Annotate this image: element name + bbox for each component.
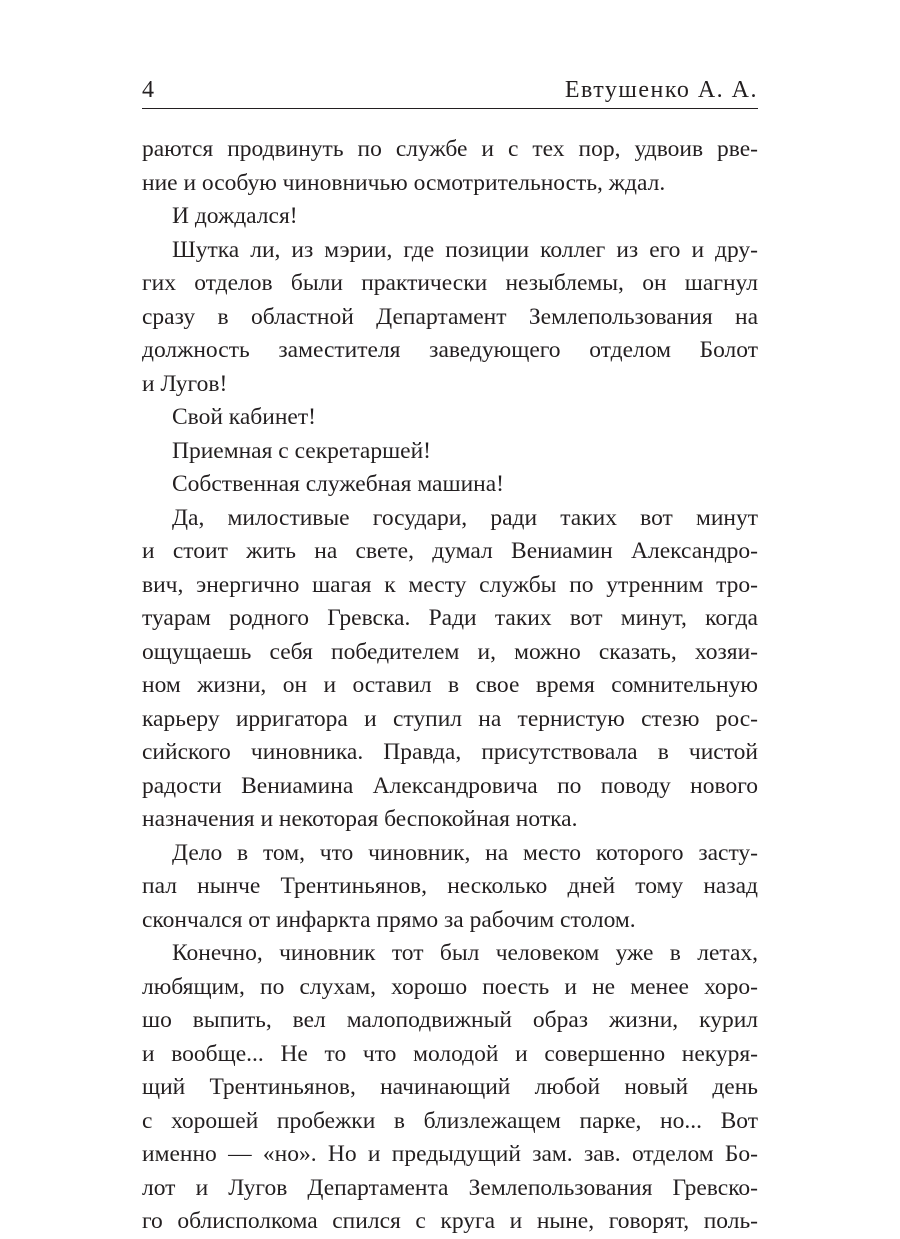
text-line: И дождался! [172, 203, 298, 229]
text-line: Свой кабинет! [172, 404, 316, 430]
text-line: и вообще... Не то что молодой и совершенно некуря- [142, 1040, 758, 1067]
text-line: и Лугов! [142, 370, 228, 397]
text-line: любящим, по слухам, хорошо поесть и не менее хоро- [142, 973, 758, 1000]
text-line: сразу в областной Департамент Землепользования на [142, 303, 758, 330]
text-line: Дело в том, что чиновник, на место которого засту- [172, 839, 758, 866]
text-line: скончался от инфаркта прямо за рабочим столом. [142, 906, 636, 933]
text-line: и стоит жить на свете, думал Вениамин Александро- [142, 538, 758, 564]
text-line: радости Вениамина Александровича по поводу нового [142, 772, 758, 799]
text-line: Конечно, чиновник тот был человеком уже в летах, [172, 940, 758, 966]
text-line: ном жизни, он и оставил в свое время сомнительную [142, 672, 758, 698]
text-line: Собственная служебная машина! [172, 471, 504, 497]
text-line: ние и особую чиновничью осмотрительность, ждал. [142, 169, 666, 196]
text-line: Приемная с секретаршей! [172, 437, 432, 464]
text-line: пал нынче Трентиньянов, несколько дней тому назад [142, 873, 758, 899]
text-line: именно — «но». Но и предыдущий зам. зав. отделом Бо- [142, 1141, 758, 1167]
page-number: 4 [142, 77, 155, 103]
running-head [142, 70, 758, 104]
text-line: щий Трентиньянов, начинающий любой новый день [142, 1074, 758, 1100]
text-line: го облисполкома спился с круга и ныне, говорят, поль- [142, 1208, 758, 1234]
text-line: ощущаешь себя победителем и, можно сказать, хозяи- [142, 638, 758, 665]
header-rule [142, 108, 758, 109]
text-line: лот и Лугов Департамента Землепользования Гревско- [142, 1174, 758, 1201]
text-line: Шутка ли, из мэрии, где позиции коллег из его и дру- [172, 236, 758, 263]
text-line: с хорошей пробежки в близлежащем парке, но... Вот [142, 1107, 758, 1134]
text-line: гих отделов были практически незыблемы, он шагнул [142, 270, 758, 296]
text-line: раются продвинуть по службе и с тех пор, удвоив рве- [142, 136, 758, 162]
text-line: должность заместителя заведующего отделом Болот [142, 337, 758, 363]
running-head-author: Евтушенко А. А. [564, 77, 758, 103]
text-line: вич, энергично шагая к месту службы по утренним тро- [142, 571, 758, 598]
text-line: сийского чиновника. Правда, присутствовала в чистой [142, 739, 758, 765]
text-line: шо выпить, вел малоподвижный образ жизни, курил [142, 1007, 758, 1033]
text-line: карьеру ирригатора и ступил на тернистую стезю рос- [142, 705, 758, 732]
body-text [142, 133, 758, 1239]
book-page [142, 0, 758, 1234]
text-line: туарам родного Гревска. Ради таких вот минут, когда [142, 605, 758, 631]
text-line: назначения и некоторая беспокойная нотка. [142, 806, 578, 832]
text-line: Да, милостивые государи, ради таких вот минут [172, 504, 758, 531]
